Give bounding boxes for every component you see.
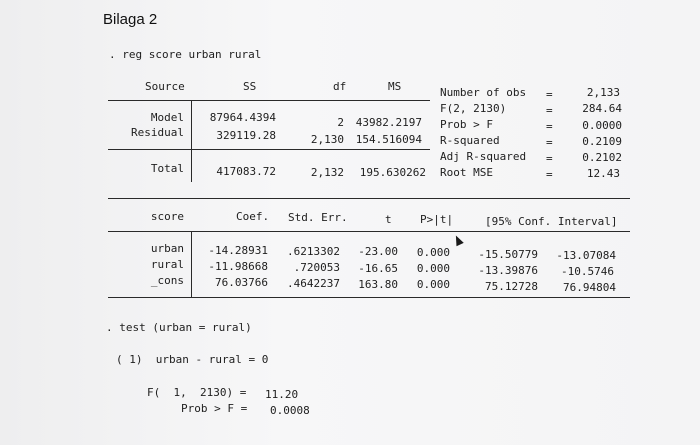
coef-row-ci-high: -10.5746 [561,265,614,278]
anova-header-ms: MS [388,80,402,93]
stat-equals: = [546,120,553,133]
coef-row-ci-high: -13.07084 [556,249,616,262]
coef-row-se: .4642237 [287,277,340,290]
anova-row-ms: 43982.2197 [355,116,422,129]
coef-header-rule [108,231,630,232]
anova-header-rule [108,100,430,101]
coef-row-coef: -11.98668 [208,260,268,273]
stat-label: R-squared [440,134,500,147]
stat-label: Number of obs [440,86,527,99]
anova-total-ms: 195.630262 [359,166,426,179]
anova-row-df: 2 [337,116,344,129]
anova-total-ss: 417083.72 [216,165,276,178]
coef-row-coef: -14.28931 [208,244,268,257]
test-p-label: Prob > F = [181,402,248,415]
coef-header-t: t [385,213,392,226]
anova-row-ms: 154.516094 [355,133,422,146]
coef-row-t: -23.00 [358,245,398,258]
coef-header-ci: [95% Conf. Interval] [485,215,618,228]
anova-row-source: Residual [131,126,184,139]
stat-value: 284.64 [582,102,622,115]
test-f-label: F( 1, 2130) = [147,386,247,399]
test-command: . test (urban = rural) [106,321,252,334]
coef-row-coef: 76.03766 [215,276,268,289]
test-p-value: 0.0008 [270,404,310,417]
coef-row-t: 163.80 [358,278,398,291]
coef-row-se: .6213302 [287,245,340,258]
coef-row-p: 0.000 [416,262,450,275]
coef-row-var: rural [150,258,184,271]
stat-equals: = [546,104,553,117]
coef-row-se: .720053 [293,261,340,274]
anova-header-ss: SS [243,80,257,93]
anova-row-ss: 87964.4394 [209,111,276,124]
coef-row-t: -16.65 [358,262,398,275]
coef-header-p: P>|t| [420,213,454,226]
test-f-value: 11.20 [265,388,299,401]
stat-equals: = [546,168,553,181]
stat-label: Adj R-squared [440,150,527,163]
anova-total-df: 2,132 [310,166,344,179]
anova-total-rule [108,149,430,150]
stat-equals: = [546,152,553,165]
coef-row-ci-low: 75.12728 [485,280,538,293]
coef-row-ci-high: 76.94804 [563,281,616,294]
coef-header-coef: Coef. [236,210,270,223]
anova-total-source: Total [150,162,184,175]
coef-header-se: Std. Err. [288,211,348,224]
anova-row-df: 2,130 [310,133,344,146]
stat-value: 0.2109 [582,135,622,148]
stat-value: 0.0000 [582,119,622,132]
coef-row-p: 0.000 [416,246,450,259]
coef-row-p: 0.000 [416,278,450,291]
mouse-pointer-icon [452,234,463,246]
coef-row-ci-low: -13.39876 [478,264,538,277]
stat-label: Root MSE [440,166,493,179]
stat-equals: = [546,88,553,101]
anova-row-source: Model [150,111,184,124]
coef-header-var: score [150,210,184,223]
anova-header-source: Source [145,80,185,93]
page-title: Bilaga 2 [103,11,158,28]
coef-row-ci-low: -15.50779 [478,248,538,261]
anova-row-ss: 329119.28 [216,129,276,142]
stat-equals: = [546,136,553,149]
stat-value: 12.43 [586,167,620,180]
stat-label: F(2, 2130) [440,102,507,115]
stat-value: 2,133 [586,86,620,99]
coef-top-rule [108,198,630,199]
regression-command: . reg score urban rural [109,48,262,61]
test-constraint: ( 1) urban - rural = 0 [116,353,269,366]
anova-header-df: df [333,80,347,93]
stat-value: 0.2102 [582,151,622,164]
coef-row-var: _cons [150,274,184,287]
coef-row-var: urban [150,242,184,255]
stat-label: Prob > F [440,118,493,131]
coef-bottom-rule [108,297,630,298]
